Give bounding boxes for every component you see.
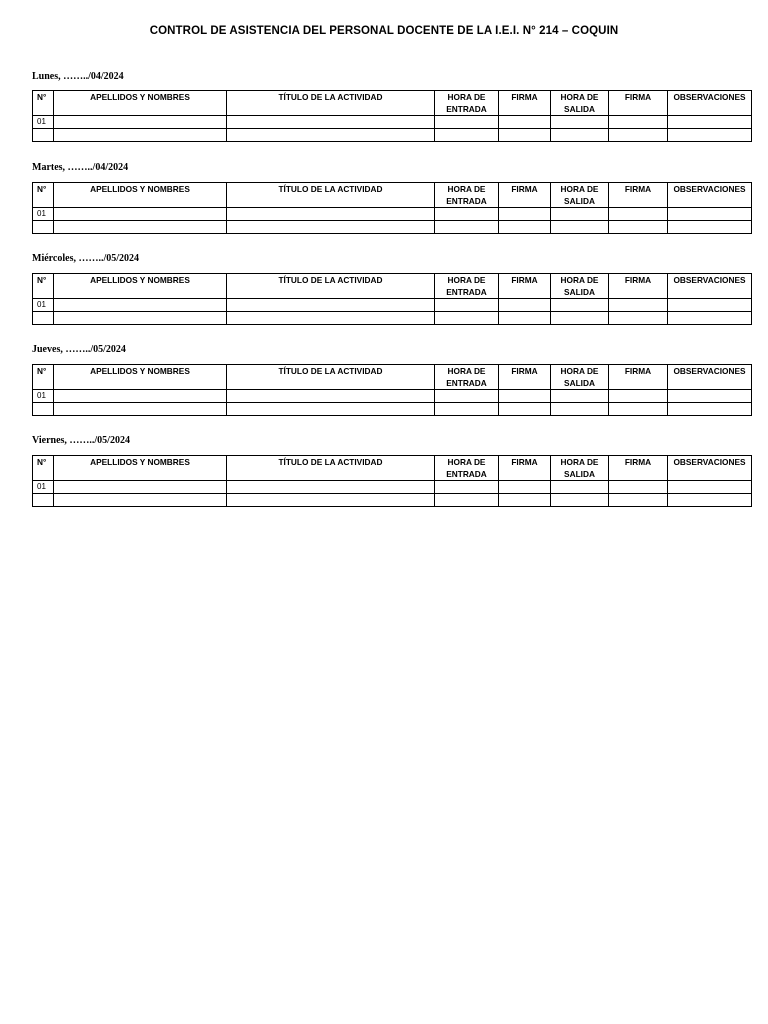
cell-num[interactable]: 01 — [33, 390, 54, 403]
header-observations — [668, 365, 752, 390]
header-activity-text: TÍTULO DE LA ACTIVIDAD — [278, 275, 383, 285]
cell-signature-exit[interactable] — [609, 481, 668, 494]
cell-activity[interactable] — [227, 312, 435, 325]
header-signature-exit-text: FIRMA — [624, 366, 652, 376]
header-observations-text: OBSERVACIONES — [673, 92, 746, 102]
header-signature-entry-text: FIRMA — [511, 275, 538, 285]
cell-signature-exit[interactable] — [609, 390, 668, 403]
header-exit-time-text: SALIDA — [564, 287, 595, 297]
header-signature-entry-text: FIRMA — [511, 184, 538, 194]
header-signature-entry — [499, 91, 551, 116]
cell-observations[interactable] — [668, 403, 752, 416]
header-entry-time-text: HORA DE — [447, 457, 486, 467]
cell-names[interactable] — [54, 299, 227, 312]
table-row — [33, 116, 752, 129]
header-observations-text: OBSERVACIONES — [673, 184, 746, 194]
header-entry-time — [435, 91, 499, 116]
header-observations — [668, 183, 752, 208]
header-exit-time-text: HORA DE — [560, 275, 599, 285]
cell-exit-time[interactable] — [551, 221, 609, 234]
header-activity — [227, 91, 435, 116]
header-activity — [227, 183, 435, 208]
cell-entry-time[interactable] — [435, 312, 499, 325]
header-names — [54, 365, 227, 390]
cell-observations[interactable] — [668, 116, 752, 129]
header-signature-entry-text: FIRMA — [511, 366, 538, 376]
header-exit-time-text: SALIDA — [564, 378, 595, 388]
header-exit-time-text: HORA DE — [560, 184, 599, 194]
header-signature-exit — [609, 274, 668, 299]
header-observations-text: OBSERVACIONES — [673, 457, 746, 467]
header-entry-time-text: ENTRADA — [446, 196, 487, 206]
header-names-text: APELLIDOS Y NOMBRES — [90, 184, 190, 194]
cell-activity[interactable] — [227, 116, 435, 129]
header-signature-exit-text: FIRMA — [624, 92, 652, 102]
cell-exit-time[interactable] — [551, 481, 609, 494]
cell-signature-exit[interactable] — [609, 299, 668, 312]
cell-exit-time[interactable] — [551, 390, 609, 403]
header-num — [33, 183, 54, 208]
header-signature-entry-text: FIRMA — [511, 92, 538, 102]
cell-exit-time[interactable] — [551, 312, 609, 325]
header-entry-time-text: HORA DE — [447, 366, 486, 376]
header-signature-entry-text: FIRMA — [511, 457, 538, 467]
cell-signature-entry[interactable] — [499, 116, 551, 129]
cell-entry-time[interactable] — [435, 208, 499, 221]
cell-signature-entry[interactable] — [499, 208, 551, 221]
cell-names[interactable] — [54, 116, 227, 129]
cell-signature-exit[interactable] — [609, 221, 668, 234]
header-activity — [227, 456, 435, 481]
cell-entry-time[interactable] — [435, 221, 499, 234]
cell-num[interactable] — [33, 221, 54, 234]
cell-signature-entry[interactable] — [499, 494, 551, 507]
header-signature-exit — [609, 365, 668, 390]
cell-signature-entry[interactable] — [499, 481, 551, 494]
cell-activity[interactable] — [227, 403, 435, 416]
cell-activity[interactable] — [227, 208, 435, 221]
attendance-table — [32, 364, 752, 416]
header-exit-time-text: HORA DE — [560, 457, 599, 467]
cell-signature-entry[interactable] — [499, 390, 551, 403]
cell-observations[interactable] — [668, 390, 752, 403]
cell-names[interactable] — [54, 481, 227, 494]
attendance-table — [32, 273, 752, 325]
cell-signature-entry[interactable] — [499, 129, 551, 142]
header-row — [33, 365, 752, 390]
table-row — [33, 481, 752, 494]
header-entry-time — [435, 183, 499, 208]
cell-names[interactable] — [54, 312, 227, 325]
header-activity — [227, 274, 435, 299]
header-signature-entry — [499, 365, 551, 390]
header-signature-exit-text: FIRMA — [624, 184, 652, 194]
header-entry-time-text: HORA DE — [447, 275, 486, 285]
day-label: Viernes, ……../05/2024 — [32, 435, 130, 446]
header-exit-time-text: HORA DE — [560, 366, 599, 376]
cell-signature-entry[interactable] — [499, 299, 551, 312]
attendance-table — [32, 182, 752, 234]
table-row — [33, 129, 752, 142]
cell-activity[interactable] — [227, 221, 435, 234]
cell-signature-exit[interactable] — [609, 403, 668, 416]
cell-exit-time[interactable] — [551, 129, 609, 142]
header-exit-time — [551, 274, 609, 299]
header-num — [33, 91, 54, 116]
cell-observations[interactable] — [668, 299, 752, 312]
table-row — [33, 221, 752, 234]
cell-entry-time[interactable] — [435, 481, 499, 494]
cell-signature-entry[interactable] — [499, 312, 551, 325]
cell-signature-exit[interactable] — [609, 208, 668, 221]
header-signature-entry — [499, 274, 551, 299]
day-label: Miércoles, ……../05/2024 — [32, 253, 140, 264]
header-num-text: N° — [37, 184, 47, 194]
header-num-text: N° — [37, 457, 47, 467]
header-names — [54, 91, 227, 116]
header-num — [33, 274, 54, 299]
header-observations-text: OBSERVACIONES — [673, 275, 746, 285]
cell-entry-time[interactable] — [435, 116, 499, 129]
cell-observations[interactable] — [668, 312, 752, 325]
header-names-text: APELLIDOS Y NOMBRES — [90, 92, 190, 102]
cell-signature-entry[interactable] — [499, 221, 551, 234]
cell-observations[interactable] — [668, 481, 752, 494]
header-row — [33, 183, 752, 208]
header-entry-time-text: ENTRADA — [446, 287, 487, 297]
header-signature-exit — [609, 91, 668, 116]
attendance-table — [32, 90, 752, 142]
header-signature-exit — [609, 456, 668, 481]
cell-names[interactable] — [54, 403, 227, 416]
cell-exit-time[interactable] — [551, 208, 609, 221]
day-label: Lunes, ……../04/2024 — [32, 71, 124, 82]
cell-exit-time[interactable] — [551, 299, 609, 312]
cell-activity[interactable] — [227, 390, 435, 403]
attendance-table — [32, 455, 752, 507]
cell-signature-exit[interactable] — [609, 129, 668, 142]
cell-observations[interactable] — [668, 129, 752, 142]
cell-entry-time[interactable] — [435, 494, 499, 507]
header-observations — [668, 456, 752, 481]
document-title: CONTROL DE ASISTENCIA DEL PERSONAL DOCENTE DE LA I.E.I. N° 214 – COQUIN — [149, 25, 619, 37]
header-entry-time-text: HORA DE — [447, 92, 486, 102]
header-entry-time — [435, 365, 499, 390]
cell-entry-time[interactable] — [435, 403, 499, 416]
header-activity-text: TÍTULO DE LA ACTIVIDAD — [278, 92, 383, 102]
cell-num[interactable] — [33, 403, 54, 416]
cell-signature-exit[interactable] — [609, 494, 668, 507]
cell-activity[interactable] — [227, 494, 435, 507]
table-row — [33, 299, 752, 312]
header-num-text: N° — [37, 275, 47, 285]
cell-num[interactable] — [33, 129, 54, 142]
header-entry-time-text: ENTRADA — [446, 469, 487, 479]
header-row — [33, 274, 752, 299]
table-row — [33, 403, 752, 416]
header-names-text: APELLIDOS Y NOMBRES — [90, 457, 190, 467]
cell-names[interactable] — [54, 390, 227, 403]
cell-names[interactable] — [54, 208, 227, 221]
header-signature-entry — [499, 183, 551, 208]
header-activity-text: TÍTULO DE LA ACTIVIDAD — [278, 184, 383, 194]
header-num — [33, 365, 54, 390]
header-entry-time-text: ENTRADA — [446, 104, 487, 114]
cell-names[interactable] — [54, 221, 227, 234]
header-signature-exit — [609, 183, 668, 208]
cell-entry-time[interactable] — [435, 129, 499, 142]
header-num — [33, 456, 54, 481]
header-entry-time-text: ENTRADA — [446, 378, 487, 388]
header-exit-time-text: HORA DE — [560, 92, 599, 102]
header-entry-time-text: HORA DE — [447, 184, 486, 194]
cell-observations[interactable] — [668, 208, 752, 221]
header-num-text: N° — [37, 92, 47, 102]
header-exit-time-text: SALIDA — [564, 196, 595, 206]
cell-exit-time[interactable] — [551, 116, 609, 129]
cell-names[interactable] — [54, 494, 227, 507]
cell-entry-time[interactable] — [435, 299, 499, 312]
header-activity-text: TÍTULO DE LA ACTIVIDAD — [278, 366, 383, 376]
header-activity — [227, 365, 435, 390]
header-activity-text: TÍTULO DE LA ACTIVIDAD — [278, 457, 383, 467]
header-signature-exit-text: FIRMA — [624, 275, 652, 285]
cell-signature-exit[interactable] — [609, 116, 668, 129]
day-label: Martes, ……../04/2024 — [32, 162, 129, 173]
cell-num[interactable] — [33, 494, 54, 507]
header-num-text: N° — [37, 366, 47, 376]
header-entry-time — [435, 456, 499, 481]
header-exit-time-text: SALIDA — [564, 469, 595, 479]
table-row — [33, 390, 752, 403]
header-names — [54, 274, 227, 299]
header-names — [54, 183, 227, 208]
cell-signature-exit[interactable] — [609, 312, 668, 325]
header-row — [33, 91, 752, 116]
cell-exit-time[interactable] — [551, 494, 609, 507]
table-row — [33, 312, 752, 325]
cell-exit-time[interactable] — [551, 403, 609, 416]
cell-entry-time[interactable] — [435, 390, 499, 403]
cell-num[interactable] — [33, 312, 54, 325]
header-signature-exit-text: FIRMA — [624, 457, 652, 467]
cell-signature-entry[interactable] — [499, 403, 551, 416]
header-names-text: APELLIDOS Y NOMBRES — [90, 366, 190, 376]
header-observations — [668, 91, 752, 116]
header-observations — [668, 274, 752, 299]
header-observations-text: OBSERVACIONES — [673, 366, 746, 376]
cell-activity[interactable] — [227, 299, 435, 312]
cell-num[interactable]: 01 — [33, 299, 54, 312]
cell-num[interactable]: 01 — [33, 116, 54, 129]
header-exit-time — [551, 365, 609, 390]
header-exit-time — [551, 456, 609, 481]
cell-names[interactable] — [54, 129, 227, 142]
day-label: Jueves, ……../05/2024 — [32, 344, 126, 355]
header-exit-time — [551, 91, 609, 116]
cell-num[interactable]: 01 — [33, 481, 54, 494]
cell-activity[interactable] — [227, 481, 435, 494]
cell-observations[interactable] — [668, 221, 752, 234]
table-row — [33, 208, 752, 221]
table-row — [33, 494, 752, 507]
header-exit-time-text: SALIDA — [564, 104, 595, 114]
cell-num[interactable]: 01 — [33, 208, 54, 221]
cell-observations[interactable] — [668, 494, 752, 507]
header-names-text: APELLIDOS Y NOMBRES — [90, 275, 190, 285]
cell-activity[interactable] — [227, 129, 435, 142]
header-names — [54, 456, 227, 481]
header-row — [33, 456, 752, 481]
header-exit-time — [551, 183, 609, 208]
header-entry-time — [435, 274, 499, 299]
header-signature-entry — [499, 456, 551, 481]
